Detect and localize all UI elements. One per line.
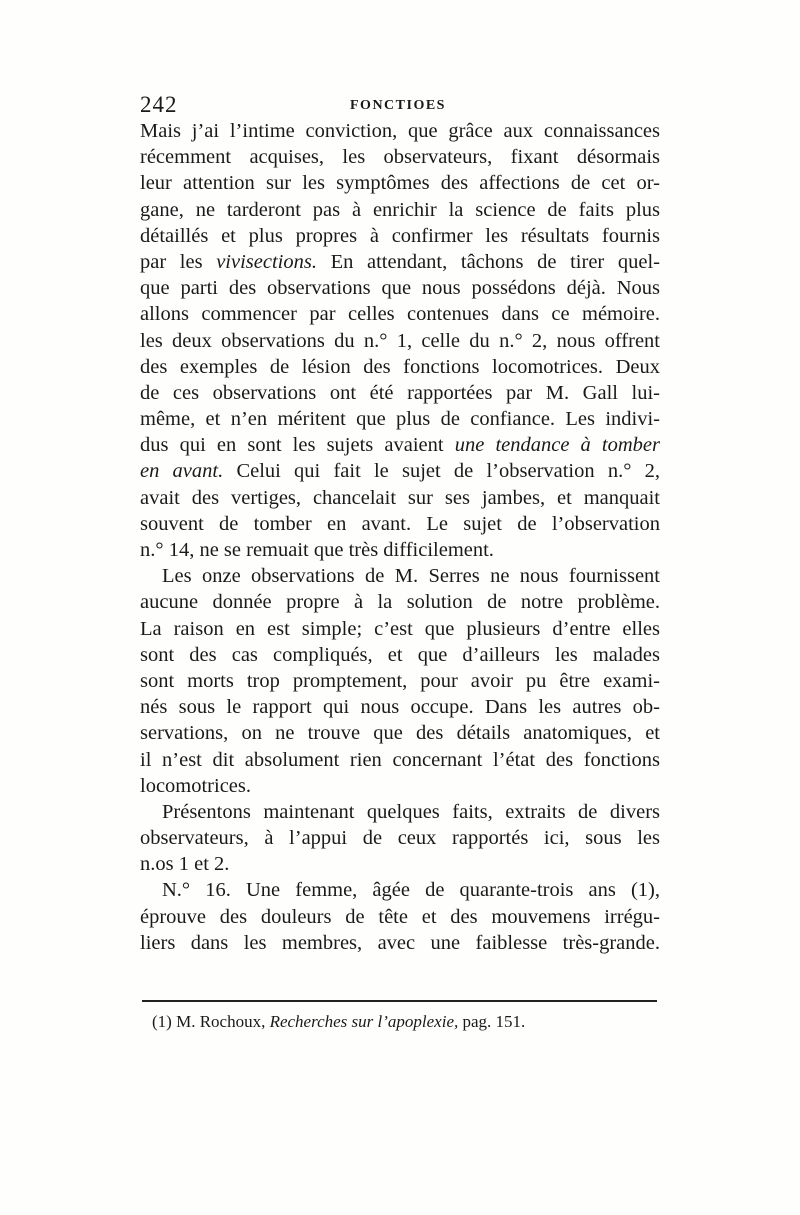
- body-text: [140, 118, 660, 956]
- page-header: [140, 92, 660, 118]
- text-line: aucune donnée propre à la solution de notre problème.: [140, 591, 660, 614]
- text-line: sont morts trop promptement, pour avoir pu être exami-: [140, 669, 660, 692]
- footnote-rule: [142, 1000, 657, 1002]
- italic-span: en avant.: [140, 460, 224, 483]
- text-line: avait des vertiges, chancelait sur ses jambes, et manquait: [140, 486, 660, 509]
- text-line: La raison en est simple; c’est que plusieurs d’entre elles: [140, 617, 660, 640]
- text-line: Les onze observations de M. Serres ne nous fournissent: [162, 565, 660, 588]
- page-number: 242: [140, 92, 178, 117]
- footnote-author: (1) M. Rochoux,: [152, 1012, 266, 1031]
- footnote: [152, 1012, 652, 1032]
- text-line: allons commencer par celles contenues dans ce mémoire.: [140, 303, 660, 326]
- running-head: FONCTIOES: [350, 98, 446, 113]
- text-line: que parti des observations que nous possédons déjà. Nous: [140, 277, 660, 300]
- footnote-title: Recherches sur l’apoplexie,: [269, 1012, 459, 1031]
- text-line: [140, 249, 660, 275]
- text-line: n.os 1 et 2.: [140, 853, 230, 876]
- text-line: même, et n’en méritent que plus de confiance. Les indivi-: [140, 408, 660, 431]
- text-line: les deux observations du n.° 1, celle du n.° 2, nous offrent: [140, 329, 660, 352]
- text-line: souvent de tomber en avant. Le sujet de l’observation: [140, 512, 660, 535]
- text-span: dus qui en sont les sujets avaient: [140, 434, 455, 457]
- text-line: sont des cas compliqués, et que d’ailleurs les malades: [140, 643, 660, 666]
- text-line: N.° 16. Une femme, âgée de quarante-trois ans (1),: [162, 879, 660, 902]
- text-line: gane, ne tarderont pas à enrichir la science de faits plus: [140, 198, 660, 221]
- text-line: leur attention sur les symptômes des affections de cet or-: [140, 172, 660, 195]
- footnote-page: pag. 151.: [462, 1012, 526, 1031]
- text-line: n.° 14, ne se remuait que très difficilement.: [140, 539, 494, 561]
- text-span: par les: [140, 250, 217, 273]
- text-line: Mais j’ai l’intime conviction, que grâce aux connaissances: [140, 120, 660, 142]
- text-line: des exemples de lésion des fonctions locomotrices. Deux: [140, 355, 660, 378]
- text-line: récemment acquises, les observateurs, fixant désormais: [140, 146, 660, 169]
- italic-span: une tendance à tomber: [454, 434, 660, 457]
- italic-span: vivisections.: [216, 250, 317, 273]
- text-line: locomotrices.: [140, 774, 252, 797]
- text-line: il n’est dit absolument rien concernant l’état des fonctions: [140, 748, 660, 771]
- text-span: En attendant, tâchons de tirer quel-: [316, 250, 660, 273]
- text-line: liers dans les membres, avec une faiblesse très-grande.: [140, 931, 660, 954]
- text-line: nés sous le rapport qui nous occupe. Dans les autres ob-: [140, 696, 660, 719]
- text-line: [140, 458, 660, 484]
- text-line: observateurs, à l’appui de ceux rapportés ici, sous les: [140, 827, 660, 850]
- text-line: Présentons maintenant quelques faits, extraits de divers: [162, 800, 660, 823]
- text-line: servations, on ne trouve que des détails anatomiques, et: [140, 722, 660, 745]
- text-line: détaillés et plus propres à confirmer les résultats fournis: [140, 224, 660, 247]
- text-line: [140, 432, 660, 458]
- text-line: de ces observations ont été rapportées par M. Gall lui-: [140, 381, 660, 404]
- text-line: éprouve des douleurs de tête et des mouvemens irrégu-: [140, 905, 660, 928]
- text-span: Celui qui fait le sujet de l’observation n.° 2,: [223, 460, 660, 483]
